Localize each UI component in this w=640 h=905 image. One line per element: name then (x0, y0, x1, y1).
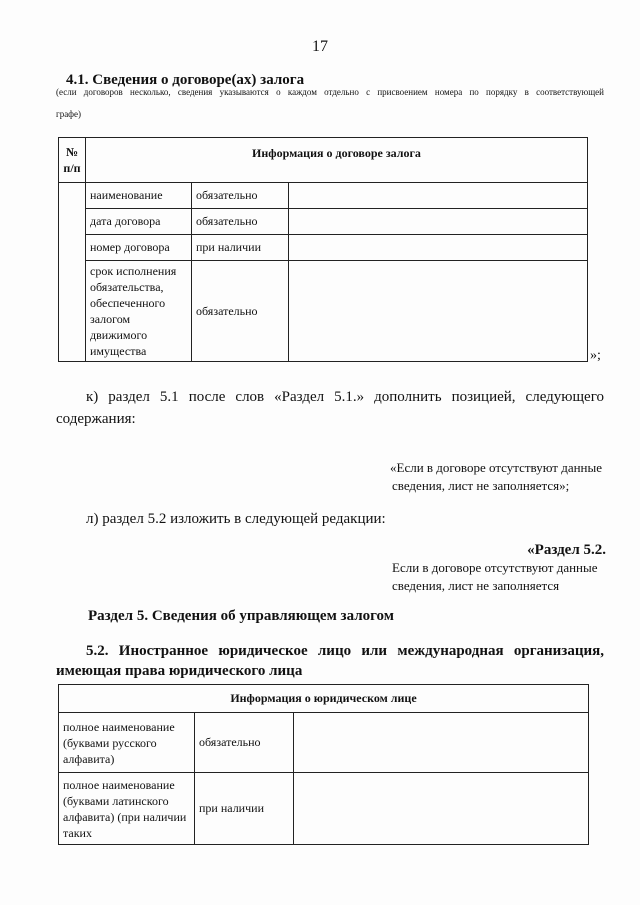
section-note: (если договоров несколько, сведения указываются о каждом отдельно с присвоением номера по порядку в соответствующей (56, 87, 604, 97)
closing-quote: »; (590, 348, 601, 363)
section-5-2-note-line1: Если в договоре отсутствуют данные (392, 560, 598, 575)
row-value[interactable] (289, 209, 588, 235)
row-requirement: при наличии (195, 773, 294, 845)
row-requirement: при наличии (192, 235, 289, 261)
section-5-2-heading: 5.2. Иностранное юридическое лицо или международная организация, имеющая права юридического лица (56, 643, 604, 679)
row-value[interactable] (294, 713, 589, 773)
paragraph-k: к) раздел 5.1 после слов «Раздел 5.1.» дополнить позицией, следующего содержания: (56, 389, 604, 427)
quote-k-line2: сведения, лист не заполняется»; (392, 478, 570, 493)
row-label: наименование (86, 183, 192, 209)
section-5-heading: Раздел 5. Сведения об управляющем залогом (88, 608, 394, 624)
row-requirement: обязательно (192, 261, 289, 362)
table-header: Информация о договоре залога (86, 138, 588, 183)
row-label: дата договора (86, 209, 192, 235)
row-value[interactable] (289, 235, 588, 261)
page-number: 17 (312, 38, 328, 55)
row-requirement: обязательно (192, 183, 289, 209)
section-5-2-title: «Раздел 5.2. (527, 542, 606, 558)
row-label: полное наименование (буквами русского алфавита) (59, 713, 195, 773)
row-value[interactable] (294, 773, 589, 845)
row-value[interactable] (289, 261, 588, 362)
row-label: срок исполнения обязательства, обеспеченного залогом движимого имущества (86, 261, 192, 362)
row-value[interactable] (289, 183, 588, 209)
row-requirement: обязательно (195, 713, 294, 773)
section-5-2-note-line2: сведения, лист не заполняется (392, 578, 560, 593)
row-requirement: обязательно (192, 209, 289, 235)
section-heading-4-1: 4.1. Сведения о договоре(ах) залога (66, 72, 305, 88)
section-note-cont: графе) (56, 109, 82, 119)
contract-info-table (58, 137, 588, 362)
quote-k-line1: «Если в договоре отсутствуют данные (390, 460, 603, 475)
col-number-header: № п/п (59, 138, 86, 183)
legal-entity-table (58, 684, 589, 845)
number-cell (59, 183, 86, 362)
row-label: номер договора (86, 235, 192, 261)
row-label: полное наименование (буквами латинского алфавита) (при наличии таких (59, 773, 195, 845)
table2-header: Информация о юридическом лице (59, 685, 589, 713)
paragraph-l: л) раздел 5.2 изложить в следующей редакции: (86, 511, 386, 527)
